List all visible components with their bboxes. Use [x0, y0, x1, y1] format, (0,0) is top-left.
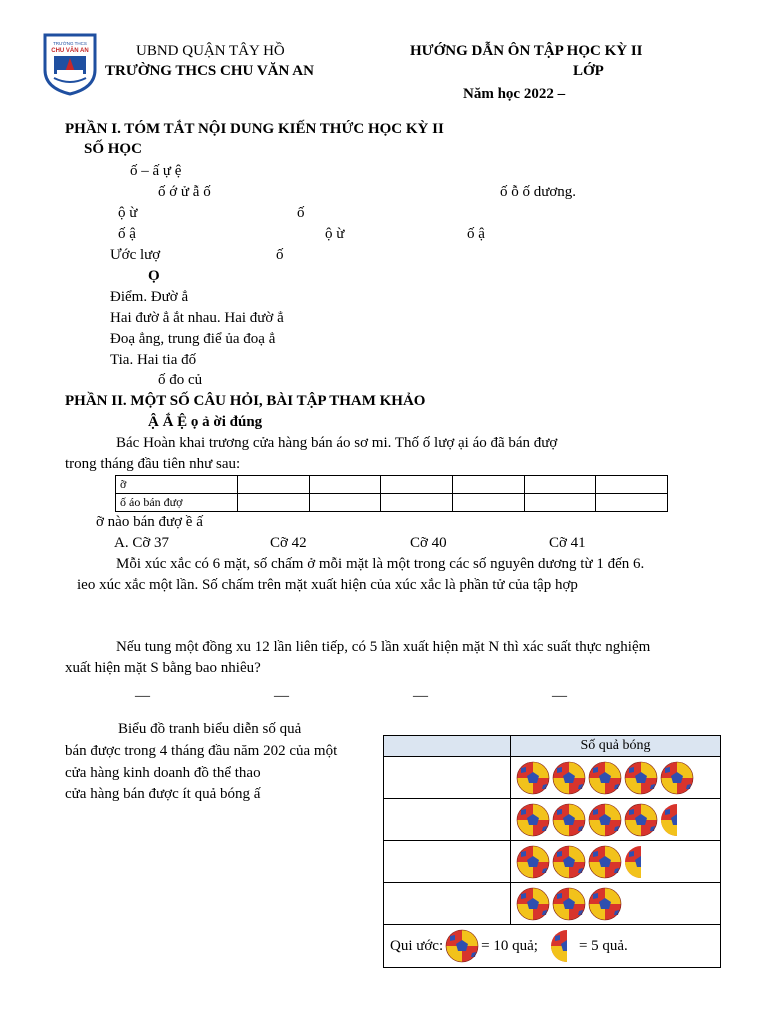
- geometry-topic: Điểm. Đườ ẳ: [110, 289, 189, 305]
- ball-row: [511, 883, 720, 924]
- part1-subheading: SỐ HỌC: [84, 141, 142, 157]
- school-name: TRƯỜNG THCS CHU VĂN AN: [105, 63, 314, 79]
- geometry-topic: Đoạ ẳng, trung điể ủa đoạ ẳ: [110, 331, 276, 347]
- balls-cell: [511, 799, 721, 841]
- table-cell: [596, 494, 668, 512]
- answer-option-c: Cỡ 40: [410, 535, 447, 551]
- ball-icon: [624, 803, 658, 837]
- answer-option-c: —: [413, 688, 428, 704]
- ball-icon: [588, 803, 622, 837]
- ball-icon: [552, 887, 586, 921]
- ball-icon: [552, 761, 586, 795]
- grade-label: LỚP: [573, 63, 604, 79]
- legend-row: [384, 925, 721, 968]
- ball-icon: [552, 803, 586, 837]
- part1-section: Ọ: [148, 268, 160, 284]
- ball-row: [511, 757, 720, 798]
- legend-full-value: = 10 quả;: [481, 937, 538, 954]
- table-row: [384, 883, 721, 925]
- table-cell: [381, 494, 453, 512]
- document-title: HƯỚNG DẪN ÔN TẬP HỌC KỲ II: [410, 43, 643, 59]
- ball-icon: [516, 761, 550, 795]
- ball-icon: [588, 845, 622, 879]
- legend: [384, 925, 720, 967]
- legend-prefix: Qui ước:: [390, 937, 444, 954]
- ball-icon: [516, 803, 550, 837]
- ball-icon: [660, 761, 694, 795]
- answer-option-b: Cỡ 42: [270, 535, 307, 551]
- part1-line: ộ ừ: [325, 226, 345, 242]
- table-header-row: [384, 736, 721, 757]
- question-text: cửa hàng bán được ít quả bóng ấ: [65, 786, 261, 802]
- part1-line: ố ậ: [467, 226, 485, 242]
- part1-line: ộ ừ: [118, 205, 138, 221]
- half-ball-icon: [624, 845, 641, 879]
- pictograph-table: [383, 735, 721, 968]
- logo-text-top: TRƯỜNG THCS: [53, 41, 87, 46]
- part1-heading: PHẦN I. TÓM TẮT NỘI DUNG KIẾN THỨC HỌC KỲ II: [65, 121, 444, 137]
- table-row: [116, 476, 668, 494]
- part2-heading: PHẦN II. MỘT SỐ CÂU HỎI, BÀI TẬP THAM KHẢO: [65, 393, 426, 409]
- part1-line: ố: [297, 205, 305, 221]
- part1-line: ố ớ ử ẫ ố: [158, 184, 211, 200]
- question-text: xuất hiện mặt S bằng bao nhiêu?: [65, 660, 261, 676]
- question-text: Bác Hoàn khai trương cửa hàng bán áo sơ mi. Thố ố lượ ại áo đã bán đượ: [116, 435, 558, 451]
- question-text: Mỗi xúc xắc có 6 mặt, số chấm ở mỗi mặt là một trong các số nguyên dương từ 1 đến 6.: [116, 556, 645, 572]
- ball-icon: [516, 845, 550, 879]
- part1-line: ố: [276, 247, 284, 263]
- half-ball-icon: [550, 929, 567, 963]
- legend-half-value: = 5 quả.: [578, 937, 628, 954]
- ball-row: [511, 841, 720, 882]
- answer-option-a: —: [135, 688, 150, 704]
- month-cell: [384, 883, 511, 925]
- table-cell: ố áo bán đượ: [116, 494, 238, 512]
- ball-row: [511, 799, 720, 840]
- balls-cell: [511, 757, 721, 799]
- question-text: ieo xúc xắc một lần. Số chấm trên mặt xuất hiện của xúc xắc là phần tử của tập hợp: [77, 577, 578, 593]
- part1-line: ố ậ: [118, 226, 136, 242]
- table-row: [116, 494, 668, 512]
- table-cell: [452, 494, 524, 512]
- question-text: trong tháng đầu tiên như sau:: [65, 456, 241, 472]
- geometry-topic: ố đo củ: [158, 372, 203, 388]
- school-year: Năm học 2022 –: [463, 86, 566, 102]
- month-cell: [384, 841, 511, 883]
- table-row: [384, 757, 721, 799]
- answer-option-b: —: [274, 688, 289, 704]
- legend-cell: [384, 925, 721, 968]
- table-cell: [309, 494, 381, 512]
- question-text: ỡ nào bán đượ ề ấ: [96, 514, 203, 530]
- month-header-cell: [384, 736, 511, 757]
- table-cell: ỡ: [116, 476, 238, 494]
- question-text: bán được trong 4 tháng đầu năm 202 của một: [65, 743, 338, 759]
- geometry-topic: Hai đườ ẳ ắt nhau. Hai đườ ẳ: [110, 310, 284, 326]
- half-ball-icon: [660, 803, 677, 837]
- table-cell: [309, 476, 381, 494]
- school-logo: [42, 32, 98, 96]
- month-cell: [384, 757, 511, 799]
- table-cell: [524, 494, 596, 512]
- ball-icon: [516, 887, 550, 921]
- geometry-topic: Tia. Hai tia đố: [110, 352, 197, 368]
- question-text: cửa hàng kinh doanh đồ thể thao: [65, 765, 261, 781]
- answer-option-d: Cỡ 41: [549, 535, 586, 551]
- table-cell: [596, 476, 668, 494]
- month-cell: [384, 799, 511, 841]
- district-name: UBND QUẬN TÂY HỒ: [136, 43, 285, 59]
- part1-line: ố ỗ ố dương.: [500, 184, 577, 200]
- ball-icon: [552, 845, 586, 879]
- table-cell: [238, 476, 310, 494]
- balls-cell: [511, 841, 721, 883]
- table-cell: [452, 476, 524, 494]
- table-row: [384, 841, 721, 883]
- full-ball-icon: [445, 929, 479, 963]
- part1-line: ố – ấ ự ệ: [130, 163, 182, 179]
- table-row: [384, 799, 721, 841]
- question-text: Biểu đồ tranh biểu diễn số quả: [118, 721, 302, 737]
- count-header-cell: Số quả bóng: [511, 736, 721, 757]
- ball-icon: [588, 887, 622, 921]
- table-cell: [238, 494, 310, 512]
- answer-option-d: —: [552, 688, 567, 704]
- answer-option-a: A. Cỡ 37: [114, 535, 170, 551]
- ball-icon: [624, 761, 658, 795]
- table-cell: [381, 476, 453, 494]
- table-cell: [524, 476, 596, 494]
- sizes-table: [115, 475, 668, 512]
- part2-subheading: Ậ Ắ Ệ ọ ả ời đúng: [148, 414, 263, 430]
- logo-text-main: CHU VĂN AN: [51, 48, 89, 54]
- question-text: Nếu tung một đồng xu 12 lần liên tiếp, có 5 lần xuất hiện mặt N thì xác suất thực nghiệm: [116, 639, 651, 655]
- ball-icon: [588, 761, 622, 795]
- part1-line: Ước lượ: [110, 247, 161, 263]
- balls-cell: [511, 883, 721, 925]
